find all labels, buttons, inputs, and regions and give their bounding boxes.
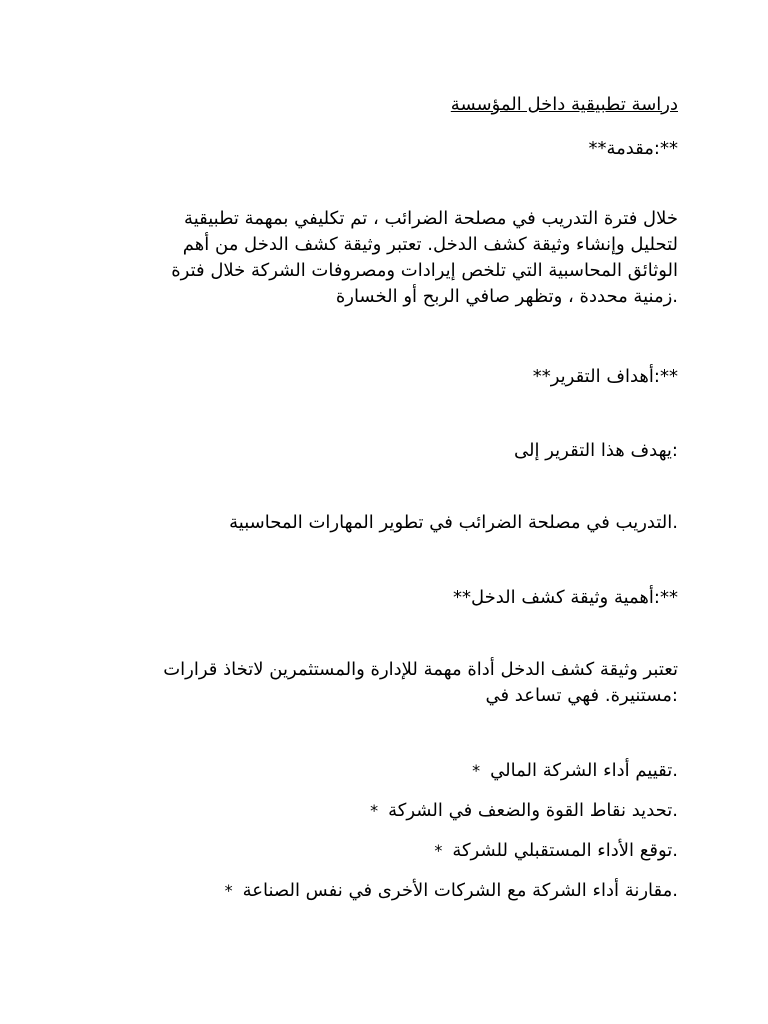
importance-line: :مستنيرة. فهي تساعد في (485, 685, 678, 706)
intro-line: خلال فترة التدريب في مصلحة الضرائب ، تم تكليفي بمهمة تطبيقية (184, 208, 678, 229)
intro-line: .زمنية محددة ، وتظهر صافي الربح أو الخسارة (335, 286, 678, 307)
bullet-item (225, 878, 678, 904)
bullet-marker: * (370, 801, 379, 820)
bullet-text: .مقارنة أداء الشركة مع الشركات الأخرى في نفس الصناعة (242, 880, 678, 901)
goals-item: .التدريب في مصلحة الضرائب في تطوير المهارات المحاسبية (229, 512, 678, 533)
bullet-item (370, 798, 678, 824)
bullet-text: .تحديد نقاط القوة والضعف في الشركة (388, 800, 678, 821)
bullet-text: .تقييم أداء الشركة المالي (490, 760, 678, 781)
bullet-marker: * (472, 761, 481, 780)
intro-line: لتحليل وإنشاء وثيقة كشف الدخل. تعتبر وثيقة كشف الدخل من أهم (182, 234, 678, 255)
bullet-item (434, 838, 678, 864)
bullet-marker: * (224, 881, 233, 900)
bullet-text: .توقع الأداء المستقبلي للشركة (452, 840, 678, 861)
intro-line: الوثائق المحاسبية التي تلخص إيرادات ومصروفات الشركة خلال فترة (171, 260, 678, 281)
bullet-marker: * (434, 841, 443, 860)
document-title: دراسة تطبيقية داخل المؤسسة (450, 94, 678, 115)
bullet-item (472, 758, 678, 784)
importance-paragraph (88, 657, 678, 709)
goals-heading: **:أهداف التقرير** (532, 366, 678, 387)
goals-lead: :يهدف هذا التقرير إلى (514, 440, 678, 461)
intro-heading: **:مقدمة** (588, 138, 678, 159)
intro-paragraph (88, 206, 678, 310)
importance-line: تعتبر وثيقة كشف الدخل أداة مهمة للإدارة والمستثمرين لاتخاذ قرارات (163, 659, 678, 680)
importance-heading: **:أهمية وثيقة كشف الدخل** (452, 587, 678, 608)
